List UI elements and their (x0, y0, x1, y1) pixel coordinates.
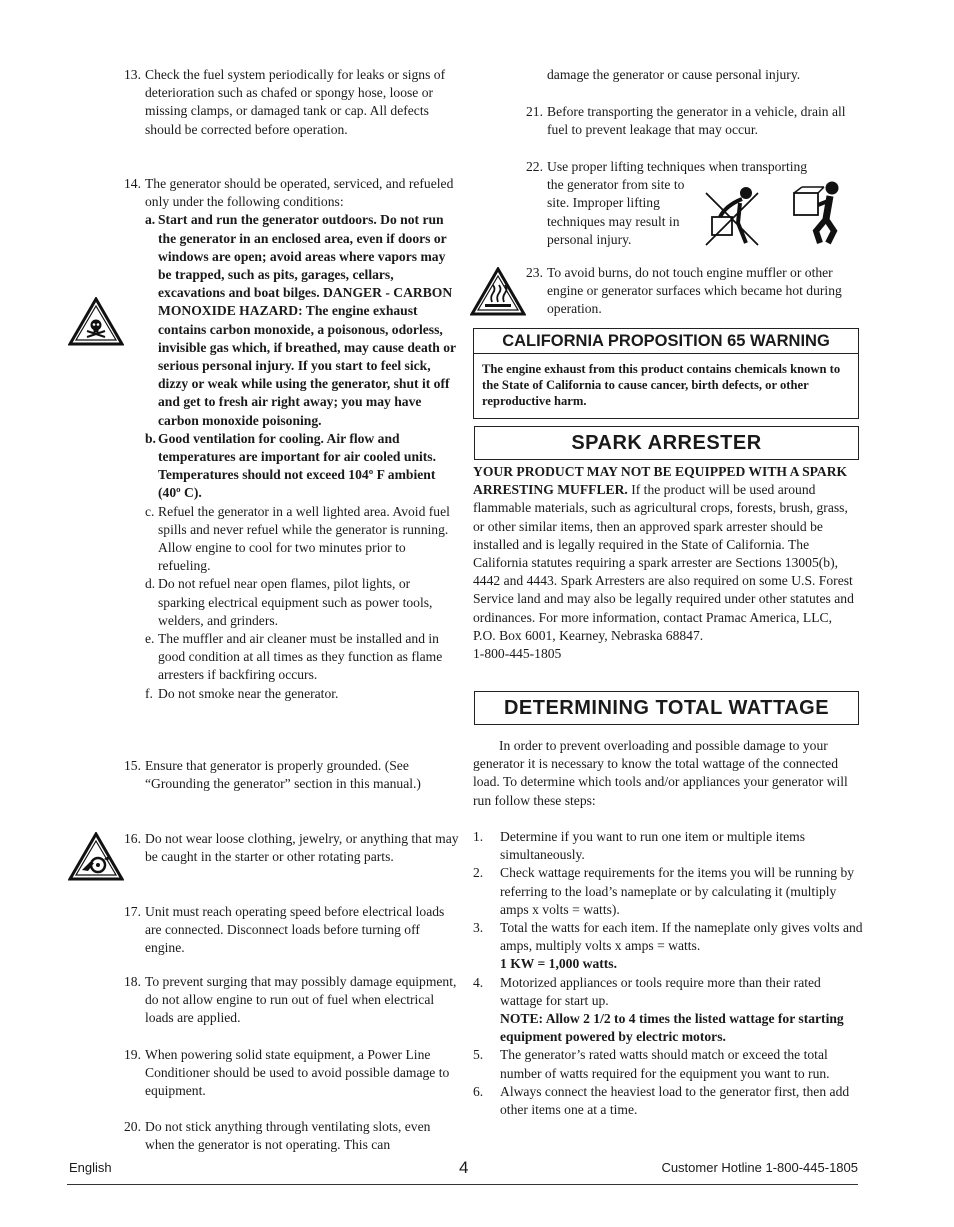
item-text: The generator should be operated, serviced, and refueled only under the following conditions: (145, 176, 454, 210)
condition-text: Start and run the generator outdoors. Do not run the generator in an enclosed area, even if doors or windows are open; avoid areas where vapors may be trapped, such as pits, garages, cellars, excavations and boat bilges. DANGER - CARBON MONOXIDE HAZARD: The engine exhaust contains carbon monoxide, a poisonous, odorless, invisible gas which, if breathed, may cause death or serious personal injury. If you start to feel sick, dizzy or weak while using the generator, shut it off and get to fresh air right away; you may have carbon monoxide poisoning. (158, 212, 456, 428)
wattage-step (473, 828, 863, 864)
wattage-step (473, 1046, 863, 1082)
item-number: 18. (124, 974, 141, 989)
step-number: 6. (473, 1083, 484, 1099)
page-number: 4 (459, 1158, 469, 1177)
item-text: Before transporting the generator in a vehicle, drain all fuel to prevent leakage that may occur. (547, 104, 846, 138)
condition-e (145, 630, 459, 685)
condition-text: Do not smoke near the generator. (158, 685, 339, 701)
step-number: 1. (473, 829, 484, 844)
item-text: To prevent surging that may possibly damage equipment, do not allow engine to run out of fuel when electrical loads are applied. (145, 974, 457, 1026)
hot-surface-icon (470, 267, 526, 317)
safety-item-20 (124, 1118, 459, 1154)
item-text-line1: Use proper lifting techniques when transporting (547, 159, 808, 174)
total-wattage-heading: DETERMINING TOTAL WATTAGE (474, 691, 859, 725)
footer-language: English (69, 1160, 112, 1175)
item-number: 22. (526, 159, 543, 174)
step-note: NOTE: Allow 2 1/2 to 4 times the listed wattage for starting equipment powered by electric motors. (500, 1011, 844, 1045)
prop65-text: The engine exhaust from this product contains chemicals known to the State of California to cause cancer, birth defects, or other reproductive harm. (482, 362, 841, 409)
item-text: Do not wear loose clothing, jewelry, or anything that may be caught in the starter or other rotating parts. (145, 831, 459, 865)
item-number: 21. (526, 104, 543, 119)
item-number: 15. (124, 758, 141, 773)
safety-item-16 (124, 830, 459, 866)
item-number: 23. (526, 265, 543, 280)
total-wattage-intro: In order to prevent overloading and possible damage to your generator it is necessary to know the total wattage of the connected load. To determine which tools and/or appliances your generator will run follow these steps: (473, 738, 848, 808)
safety-item-17 (124, 903, 459, 958)
spark-arrester-text (473, 463, 858, 663)
item-text: To avoid burns, do not touch engine muffler or other engine or generator surfaces which became hot during operation. (547, 265, 842, 317)
condition-text: Refuel the generator in a well lighted area. Avoid fuel spills and never refuel while the generator is running. Allow engine to cool for two minutes prior to refueling. (158, 503, 450, 574)
proper-lifting-icon (790, 179, 852, 247)
item-number: 17. (124, 904, 141, 919)
item-number: 16. (124, 831, 141, 846)
safety-item-14 (124, 175, 459, 703)
safety-item-15 (124, 757, 459, 793)
step-number: 4. (473, 974, 484, 990)
condition-c (145, 503, 459, 576)
prop65-warning-box (473, 328, 859, 419)
step-text: Check wattage requirements for the items you will be running by referring to the load’s nameplate or by calculating it (multiply amps x volts = watts). (500, 865, 855, 917)
wattage-step (473, 864, 863, 919)
item-text: Unit must reach operating speed before electrical loads are connected. Disconnect loads before turning off engine. (145, 904, 445, 956)
item-text: Do not stick anything through ventilating slots, even when the generator is not operating. This can (145, 1119, 431, 1153)
condition-text: The muffler and air cleaner must be installed and in good condition at all times as they function as flame arresters if backfiring occurs. (158, 631, 443, 683)
spark-arrester-phone: 1-800-445-1805 (473, 646, 562, 662)
safety-item-18 (124, 973, 459, 1028)
condition-letter: b. (145, 430, 156, 446)
item-text: When powering solid state equipment, a Power Line Conditioner should be used to avoid possible damage to equipment. (145, 1047, 450, 1099)
step-text: Motorized appliances or tools require more than their rated wattage for start up. (500, 974, 821, 1008)
item-number: 14. (124, 176, 141, 191)
spark-arrester-lead: YOUR PRODUCT MAY NOT BE EQUIPPED WITH A SPARK ARRESTING MUFFLER. (473, 464, 848, 498)
condition-d (145, 575, 459, 630)
wattage-step (473, 919, 863, 974)
condition-b (145, 430, 459, 503)
step-text: Determine if you want to run one item or multiple items simultaneously. (500, 829, 806, 863)
footer-rule (67, 1184, 858, 1185)
step-text: Always connect the heaviest load to the generator first, then add other items one at a time. (500, 1083, 850, 1118)
safety-item-19 (124, 1046, 459, 1101)
toxic-hazard-icon (68, 297, 124, 347)
item-number: 20. (124, 1119, 141, 1134)
item-text: Ensure that generator is properly grounded. (See “Grounding the generator” section in this manual.) (145, 758, 421, 792)
step-note: 1 KW = 1,000 watts. (500, 956, 618, 972)
rotating-parts-hazard-icon (68, 832, 124, 882)
condition-letter: f. (145, 685, 153, 701)
condition-letter: c. (145, 503, 155, 519)
safety-item-13 (124, 66, 459, 139)
step-number: 2. (473, 865, 484, 881)
condition-letter: a. (145, 212, 156, 228)
customer-hotline: Customer Hotline 1-800-445-1805 (661, 1160, 858, 1175)
wattage-steps (473, 828, 863, 1119)
step-text: The generator’s rated watts should match or exceed the total number of watts required for the equipment you want to run. (500, 1047, 830, 1081)
safety-item-23 (526, 264, 856, 319)
wattage-step (473, 1083, 863, 1119)
spark-arrester-heading: SPARK ARRESTER (474, 426, 859, 460)
step-number: 3. (473, 920, 484, 936)
item-text: Check the fuel system periodically for leaks or signs of deterioration such as chafed or spongy hose, loose or missing clamps, or damaged tank or cap. All defects should be corrected before operation. (145, 67, 446, 137)
item-text-rest: the generator from site to site. Improper lifting techniques may result in personal injury. (547, 177, 685, 247)
item-20-continued: damage the generator or cause personal injury. (547, 67, 801, 82)
condition-text: Good ventilation for cooling. Air flow and temperatures are important for air cooled units. Temperatures should not exceed 104º F ambient (40º C). (158, 430, 437, 501)
safety-item-21 (526, 103, 856, 139)
step-text: Total the watts for each item. If the nameplate only gives volts and amps, multiply volts x amps = watts. (500, 920, 863, 954)
step-number: 5. (473, 1047, 484, 1063)
condition-f (145, 685, 459, 703)
condition-a (145, 211, 459, 429)
condition-letter: e. (145, 631, 155, 647)
condition-letter: d. (145, 576, 156, 592)
condition-text: Do not refuel near open flames, pilot lights, or sparking electrical equipment such as power tools, welders, and grinders. (158, 576, 433, 628)
improper-lifting-icon (702, 183, 764, 249)
spark-arrester-body: If the product will be used around flammable materials, such as agricultural crops, forests, brush, grass, or other similar items, then an approved spark arrester should be installed and is legally required in the State of California. The California statutes requiring a spark arrester are Sections 13005(b), 4442 and 4443. Spark Arresters are also required on some U.S. Forest Service land and may also be legally required under other statutes and ordinances. For more information, contact Pramac America, LLC, P.O. Box 6001, Kearney, Nebraska 68847. (473, 482, 854, 643)
prop65-title: CALIFORNIA PROPOSITION 65 WARNING (474, 329, 858, 354)
item-number: 13. (124, 67, 141, 82)
item-number: 19. (124, 1047, 141, 1062)
wattage-step (473, 974, 863, 1047)
